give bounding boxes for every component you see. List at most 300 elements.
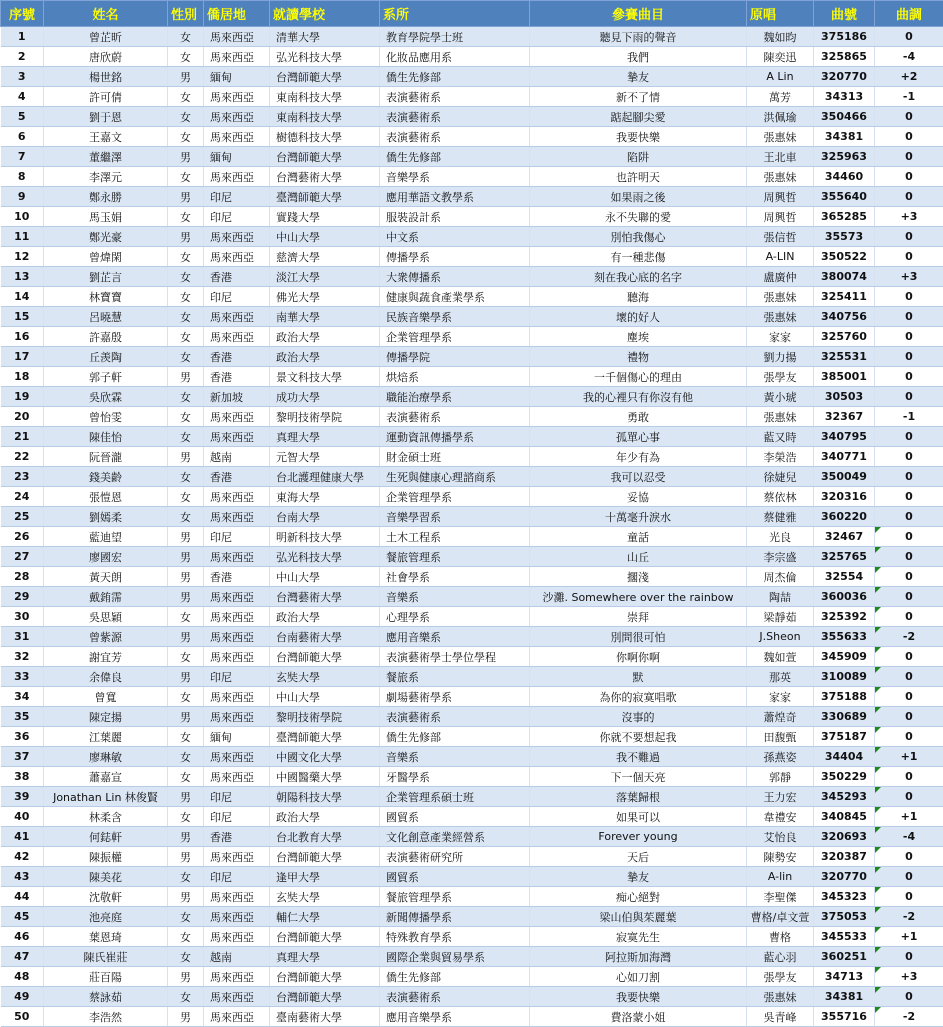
song-cell[interactable]: 落葉歸根 bbox=[530, 787, 747, 807]
residence-cell[interactable]: 馬來西亞 bbox=[204, 27, 270, 47]
seq-cell[interactable]: 35 bbox=[1, 707, 44, 727]
school-cell[interactable]: 台灣師範大學 bbox=[270, 927, 380, 947]
seq-cell[interactable]: 38 bbox=[1, 767, 44, 787]
gender-cell[interactable]: 女 bbox=[168, 727, 204, 747]
key-cell[interactable] bbox=[875, 747, 943, 767]
residence-cell[interactable]: 緬甸 bbox=[204, 147, 270, 167]
gender-cell[interactable]: 男 bbox=[168, 227, 204, 247]
school-cell[interactable]: 臺灣師範大學 bbox=[270, 187, 380, 207]
department-cell[interactable]: 財金碩士班 bbox=[380, 447, 530, 467]
key-cell[interactable]: 0 bbox=[875, 427, 943, 447]
name-cell[interactable]: 曾芷昕 bbox=[44, 27, 168, 47]
school-cell[interactable]: 台灣師範大學 bbox=[270, 67, 380, 87]
key-cell[interactable] bbox=[875, 847, 943, 867]
header-name[interactable]: 姓名 bbox=[44, 1, 168, 27]
gender-cell[interactable]: 男 bbox=[168, 567, 204, 587]
key-cell[interactable]: +3 bbox=[875, 207, 943, 227]
school-cell[interactable]: 真理大學 bbox=[270, 947, 380, 967]
song-cell[interactable]: 天后 bbox=[530, 847, 747, 867]
gender-cell[interactable]: 女 bbox=[168, 647, 204, 667]
song-cell[interactable]: 心如刀割 bbox=[530, 967, 747, 987]
residence-cell[interactable]: 越南 bbox=[204, 947, 270, 967]
song-cell[interactable]: 也許明天 bbox=[530, 167, 747, 187]
seq-cell[interactable]: 16 bbox=[1, 327, 44, 347]
residence-cell[interactable]: 香港 bbox=[204, 347, 270, 367]
residence-cell[interactable]: 馬來西亞 bbox=[204, 47, 270, 67]
song-number-cell[interactable]: 30503 bbox=[814, 387, 875, 407]
residence-cell[interactable]: 香港 bbox=[204, 367, 270, 387]
residence-cell[interactable]: 香港 bbox=[204, 467, 270, 487]
school-cell[interactable]: 東南科技大學 bbox=[270, 107, 380, 127]
seq-cell[interactable]: 20 bbox=[1, 407, 44, 427]
song-number-cell[interactable]: 325760 bbox=[814, 327, 875, 347]
name-cell[interactable]: 劉芷言 bbox=[44, 267, 168, 287]
department-cell[interactable]: 健康與蔬食產業學系 bbox=[380, 287, 530, 307]
residence-cell[interactable]: 香港 bbox=[204, 567, 270, 587]
gender-cell[interactable]: 女 bbox=[168, 807, 204, 827]
name-cell[interactable]: 曾紫源 bbox=[44, 627, 168, 647]
school-cell[interactable]: 弘光科技大學 bbox=[270, 47, 380, 67]
school-cell[interactable]: 臺南藝術大學 bbox=[270, 1007, 380, 1027]
school-cell[interactable]: 黎明技術學院 bbox=[270, 407, 380, 427]
name-cell[interactable]: 李澤元 bbox=[44, 167, 168, 187]
seq-cell[interactable]: 23 bbox=[1, 467, 44, 487]
gender-cell[interactable]: 女 bbox=[168, 927, 204, 947]
school-cell[interactable]: 逢甲大學 bbox=[270, 867, 380, 887]
song-number-cell[interactable]: 32554 bbox=[814, 567, 875, 587]
gender-cell[interactable]: 女 bbox=[168, 267, 204, 287]
department-cell[interactable]: 牙醫學系 bbox=[380, 767, 530, 787]
department-cell[interactable]: 化妝品應用系 bbox=[380, 47, 530, 67]
song-number-cell[interactable]: 325765 bbox=[814, 547, 875, 567]
school-cell[interactable]: 樹德科技大學 bbox=[270, 127, 380, 147]
residence-cell[interactable]: 緬甸 bbox=[204, 727, 270, 747]
original-singer-cell[interactable]: 家家 bbox=[747, 327, 814, 347]
seq-cell[interactable]: 8 bbox=[1, 167, 44, 187]
department-cell[interactable]: 傳播學院 bbox=[380, 347, 530, 367]
gender-cell[interactable]: 女 bbox=[168, 747, 204, 767]
song-number-cell[interactable]: 355640 bbox=[814, 187, 875, 207]
original-singer-cell[interactable]: 張惠妹 bbox=[747, 407, 814, 427]
song-number-cell[interactable]: 345293 bbox=[814, 787, 875, 807]
original-singer-cell[interactable]: 黃小琥 bbox=[747, 387, 814, 407]
name-cell[interactable]: 曾煒閑 bbox=[44, 247, 168, 267]
name-cell[interactable]: 吳思穎 bbox=[44, 607, 168, 627]
gender-cell[interactable]: 男 bbox=[168, 847, 204, 867]
original-singer-cell[interactable]: 張惠妹 bbox=[747, 307, 814, 327]
residence-cell[interactable]: 馬來西亞 bbox=[204, 1007, 270, 1027]
original-singer-cell[interactable]: 藍又時 bbox=[747, 427, 814, 447]
school-cell[interactable]: 景文科技大學 bbox=[270, 367, 380, 387]
residence-cell[interactable]: 新加坡 bbox=[204, 387, 270, 407]
seq-cell[interactable]: 1 bbox=[1, 27, 44, 47]
song-cell[interactable]: Forever young bbox=[530, 827, 747, 847]
department-cell[interactable]: 僑生先修部 bbox=[380, 967, 530, 987]
seq-cell[interactable]: 10 bbox=[1, 207, 44, 227]
original-singer-cell[interactable]: 周興哲 bbox=[747, 187, 814, 207]
song-number-cell[interactable]: 375186 bbox=[814, 27, 875, 47]
song-cell[interactable]: 默 bbox=[530, 667, 747, 687]
residence-cell[interactable]: 馬來西亞 bbox=[204, 747, 270, 767]
song-cell[interactable]: 你啊你啊 bbox=[530, 647, 747, 667]
gender-cell[interactable]: 男 bbox=[168, 967, 204, 987]
original-singer-cell[interactable]: 蔡依林 bbox=[747, 487, 814, 507]
department-cell[interactable]: 餐旅管理學系 bbox=[380, 887, 530, 907]
gender-cell[interactable]: 女 bbox=[168, 767, 204, 787]
department-cell[interactable]: 表演藝術研究所 bbox=[380, 847, 530, 867]
song-number-cell[interactable]: 355633 bbox=[814, 627, 875, 647]
original-singer-cell[interactable]: 韋禮安 bbox=[747, 807, 814, 827]
song-cell[interactable]: 摯友 bbox=[530, 867, 747, 887]
residence-cell[interactable]: 馬來西亞 bbox=[204, 927, 270, 947]
school-cell[interactable]: 明新科技大學 bbox=[270, 527, 380, 547]
song-number-cell[interactable]: 32467 bbox=[814, 527, 875, 547]
school-cell[interactable]: 成功大學 bbox=[270, 387, 380, 407]
name-cell[interactable]: 劉嫣柔 bbox=[44, 507, 168, 527]
gender-cell[interactable]: 女 bbox=[168, 47, 204, 67]
song-number-cell[interactable]: 350522 bbox=[814, 247, 875, 267]
residence-cell[interactable]: 印尼 bbox=[204, 187, 270, 207]
name-cell[interactable]: 藍迪望 bbox=[44, 527, 168, 547]
original-singer-cell[interactable]: 張信哲 bbox=[747, 227, 814, 247]
seq-cell[interactable]: 40 bbox=[1, 807, 44, 827]
song-cell[interactable]: 壞的好人 bbox=[530, 307, 747, 327]
gender-cell[interactable]: 女 bbox=[168, 207, 204, 227]
header-seq[interactable]: 序號 bbox=[1, 1, 44, 27]
original-singer-cell[interactable]: 吳青峰 bbox=[747, 1007, 814, 1027]
key-cell[interactable] bbox=[875, 687, 943, 707]
residence-cell[interactable]: 馬來西亞 bbox=[204, 427, 270, 447]
original-singer-cell[interactable]: A-lin bbox=[747, 867, 814, 887]
name-cell[interactable]: 郭子軒 bbox=[44, 367, 168, 387]
key-cell[interactable]: +3 bbox=[875, 267, 943, 287]
residence-cell[interactable]: 馬來西亞 bbox=[204, 227, 270, 247]
department-cell[interactable]: 表演藝術系 bbox=[380, 127, 530, 147]
original-singer-cell[interactable]: 張惠妹 bbox=[747, 127, 814, 147]
school-cell[interactable]: 玄奘大學 bbox=[270, 887, 380, 907]
department-cell[interactable]: 社會學系 bbox=[380, 567, 530, 587]
residence-cell[interactable]: 馬來西亞 bbox=[204, 87, 270, 107]
song-number-cell[interactable]: 325963 bbox=[814, 147, 875, 167]
department-cell[interactable]: 國貿系 bbox=[380, 807, 530, 827]
gender-cell[interactable]: 女 bbox=[168, 427, 204, 447]
name-cell[interactable]: Jonathan Lin 林俊賢 bbox=[44, 787, 168, 807]
school-cell[interactable]: 中山大學 bbox=[270, 687, 380, 707]
song-number-cell[interactable]: 360220 bbox=[814, 507, 875, 527]
seq-cell[interactable]: 14 bbox=[1, 287, 44, 307]
school-cell[interactable]: 政治大學 bbox=[270, 347, 380, 367]
key-cell[interactable] bbox=[875, 767, 943, 787]
seq-cell[interactable]: 9 bbox=[1, 187, 44, 207]
key-cell[interactable]: -4 bbox=[875, 47, 943, 67]
original-singer-cell[interactable]: 洪佩瑜 bbox=[747, 107, 814, 127]
seq-cell[interactable]: 19 bbox=[1, 387, 44, 407]
school-cell[interactable]: 中國文化大學 bbox=[270, 747, 380, 767]
song-number-cell[interactable]: 385001 bbox=[814, 367, 875, 387]
school-cell[interactable]: 台灣師範大學 bbox=[270, 847, 380, 867]
school-cell[interactable]: 弘光科技大學 bbox=[270, 547, 380, 567]
original-singer-cell[interactable]: 徐婕兒 bbox=[747, 467, 814, 487]
residence-cell[interactable]: 馬來西亞 bbox=[204, 627, 270, 647]
gender-cell[interactable]: 女 bbox=[168, 467, 204, 487]
residence-cell[interactable]: 印尼 bbox=[204, 287, 270, 307]
song-cell[interactable]: 十萬毫升淚水 bbox=[530, 507, 747, 527]
school-cell[interactable]: 實踐大學 bbox=[270, 207, 380, 227]
key-cell[interactable] bbox=[875, 987, 943, 1007]
original-singer-cell[interactable]: A-LIN bbox=[747, 247, 814, 267]
song-cell[interactable]: 妥協 bbox=[530, 487, 747, 507]
song-number-cell[interactable]: 320693 bbox=[814, 827, 875, 847]
school-cell[interactable]: 政治大學 bbox=[270, 327, 380, 347]
song-cell[interactable]: 崇拜 bbox=[530, 607, 747, 627]
original-singer-cell[interactable]: 郭靜 bbox=[747, 767, 814, 787]
gender-cell[interactable]: 女 bbox=[168, 947, 204, 967]
gender-cell[interactable]: 男 bbox=[168, 587, 204, 607]
song-cell[interactable]: 塵埃 bbox=[530, 327, 747, 347]
song-cell[interactable]: 我們 bbox=[530, 47, 747, 67]
header-song-number[interactable]: 曲號 bbox=[814, 1, 875, 27]
residence-cell[interactable]: 馬來西亞 bbox=[204, 987, 270, 1007]
department-cell[interactable]: 僑生先修部 bbox=[380, 147, 530, 167]
school-cell[interactable]: 南華大學 bbox=[270, 307, 380, 327]
department-cell[interactable]: 應用音樂學系 bbox=[380, 1007, 530, 1027]
name-cell[interactable]: 池亮庭 bbox=[44, 907, 168, 927]
gender-cell[interactable]: 男 bbox=[168, 827, 204, 847]
song-cell[interactable]: 我可以忍受 bbox=[530, 467, 747, 487]
original-singer-cell[interactable]: 張惠妹 bbox=[747, 287, 814, 307]
department-cell[interactable]: 表演藝術系 bbox=[380, 987, 530, 1007]
seq-cell[interactable]: 25 bbox=[1, 507, 44, 527]
song-cell[interactable]: 聽海 bbox=[530, 287, 747, 307]
seq-cell[interactable]: 48 bbox=[1, 967, 44, 987]
original-singer-cell[interactable]: 光良 bbox=[747, 527, 814, 547]
name-cell[interactable]: 黃天朗 bbox=[44, 567, 168, 587]
key-cell[interactable]: -1 bbox=[875, 407, 943, 427]
gender-cell[interactable]: 男 bbox=[168, 887, 204, 907]
residence-cell[interactable]: 馬來西亞 bbox=[204, 307, 270, 327]
name-cell[interactable]: 蕭嘉宣 bbox=[44, 767, 168, 787]
key-cell[interactable]: 0 bbox=[875, 467, 943, 487]
key-cell[interactable] bbox=[875, 947, 943, 967]
name-cell[interactable]: 鄭光豪 bbox=[44, 227, 168, 247]
key-cell[interactable]: 0 bbox=[875, 247, 943, 267]
header-department[interactable]: 系所 bbox=[380, 1, 530, 27]
school-cell[interactable]: 台北護理健康大學 bbox=[270, 467, 380, 487]
residence-cell[interactable]: 印尼 bbox=[204, 867, 270, 887]
seq-cell[interactable]: 6 bbox=[1, 127, 44, 147]
seq-cell[interactable]: 47 bbox=[1, 947, 44, 967]
residence-cell[interactable]: 香港 bbox=[204, 827, 270, 847]
residence-cell[interactable]: 馬來西亞 bbox=[204, 907, 270, 927]
song-cell[interactable]: 別怕我傷心 bbox=[530, 227, 747, 247]
residence-cell[interactable]: 印尼 bbox=[204, 527, 270, 547]
residence-cell[interactable]: 馬來西亞 bbox=[204, 167, 270, 187]
school-cell[interactable]: 台北教育大學 bbox=[270, 827, 380, 847]
song-number-cell[interactable]: 34460 bbox=[814, 167, 875, 187]
gender-cell[interactable]: 女 bbox=[168, 687, 204, 707]
original-singer-cell[interactable]: 田馥甄 bbox=[747, 727, 814, 747]
key-cell[interactable]: -1 bbox=[875, 87, 943, 107]
department-cell[interactable]: 國際企業與貿易學系 bbox=[380, 947, 530, 967]
gender-cell[interactable]: 女 bbox=[168, 327, 204, 347]
song-cell[interactable]: 聽見下雨的聲音 bbox=[530, 27, 747, 47]
gender-cell[interactable]: 男 bbox=[168, 447, 204, 467]
gender-cell[interactable]: 男 bbox=[168, 67, 204, 87]
residence-cell[interactable]: 馬來西亞 bbox=[204, 547, 270, 567]
name-cell[interactable]: 余偉良 bbox=[44, 667, 168, 687]
key-cell[interactable]: 0 bbox=[875, 227, 943, 247]
key-cell[interactable]: 0 bbox=[875, 307, 943, 327]
gender-cell[interactable]: 女 bbox=[168, 907, 204, 927]
header-original-singer[interactable]: 原唱 bbox=[747, 1, 814, 27]
school-cell[interactable]: 中國醫藥大學 bbox=[270, 767, 380, 787]
song-number-cell[interactable]: 320770 bbox=[814, 67, 875, 87]
key-cell[interactable] bbox=[875, 887, 943, 907]
name-cell[interactable]: 陳佳怡 bbox=[44, 427, 168, 447]
residence-cell[interactable]: 馬來西亞 bbox=[204, 587, 270, 607]
key-cell[interactable]: 0 bbox=[875, 107, 943, 127]
original-singer-cell[interactable]: 張學友 bbox=[747, 367, 814, 387]
seq-cell[interactable]: 31 bbox=[1, 627, 44, 647]
song-number-cell[interactable]: 325411 bbox=[814, 287, 875, 307]
header-key[interactable]: 曲調 bbox=[875, 1, 943, 27]
name-cell[interactable]: 丘羡陶 bbox=[44, 347, 168, 367]
original-singer-cell[interactable]: 周興哲 bbox=[747, 207, 814, 227]
name-cell[interactable]: 張愷恩 bbox=[44, 487, 168, 507]
residence-cell[interactable]: 馬來西亞 bbox=[204, 107, 270, 127]
gender-cell[interactable]: 女 bbox=[168, 307, 204, 327]
name-cell[interactable]: 許可倩 bbox=[44, 87, 168, 107]
residence-cell[interactable]: 馬來西亞 bbox=[204, 707, 270, 727]
school-cell[interactable]: 政治大學 bbox=[270, 607, 380, 627]
song-number-cell[interactable]: 360251 bbox=[814, 947, 875, 967]
residence-cell[interactable]: 香港 bbox=[204, 267, 270, 287]
gender-cell[interactable]: 女 bbox=[168, 27, 204, 47]
song-cell[interactable]: 如果雨之後 bbox=[530, 187, 747, 207]
gender-cell[interactable]: 女 bbox=[168, 247, 204, 267]
residence-cell[interactable]: 印尼 bbox=[204, 787, 270, 807]
residence-cell[interactable]: 印尼 bbox=[204, 807, 270, 827]
seq-cell[interactable]: 46 bbox=[1, 927, 44, 947]
song-cell[interactable]: 我的心裡只有你沒有他 bbox=[530, 387, 747, 407]
department-cell[interactable]: 表演藝術系 bbox=[380, 407, 530, 427]
seq-cell[interactable]: 41 bbox=[1, 827, 44, 847]
original-singer-cell[interactable]: 周杰倫 bbox=[747, 567, 814, 587]
key-cell[interactable]: 0 bbox=[875, 347, 943, 367]
song-number-cell[interactable]: 32367 bbox=[814, 407, 875, 427]
song-number-cell[interactable]: 340795 bbox=[814, 427, 875, 447]
gender-cell[interactable]: 女 bbox=[168, 167, 204, 187]
residence-cell[interactable]: 馬來西亞 bbox=[204, 847, 270, 867]
gender-cell[interactable]: 女 bbox=[168, 987, 204, 1007]
song-number-cell[interactable]: 320387 bbox=[814, 847, 875, 867]
school-cell[interactable]: 台南大學 bbox=[270, 507, 380, 527]
department-cell[interactable]: 僑生先修部 bbox=[380, 67, 530, 87]
seq-cell[interactable]: 32 bbox=[1, 647, 44, 667]
school-cell[interactable]: 元智大學 bbox=[270, 447, 380, 467]
department-cell[interactable]: 表演藝術系 bbox=[380, 87, 530, 107]
residence-cell[interactable]: 馬來西亞 bbox=[204, 507, 270, 527]
key-cell[interactable]: 0 bbox=[875, 327, 943, 347]
department-cell[interactable]: 民族音樂學系 bbox=[380, 307, 530, 327]
name-cell[interactable]: 戴銪霈 bbox=[44, 587, 168, 607]
seq-cell[interactable]: 12 bbox=[1, 247, 44, 267]
song-number-cell[interactable]: 340756 bbox=[814, 307, 875, 327]
department-cell[interactable]: 教育學院學士班 bbox=[380, 27, 530, 47]
song-cell[interactable]: 踮起腳尖愛 bbox=[530, 107, 747, 127]
school-cell[interactable]: 政治大學 bbox=[270, 807, 380, 827]
name-cell[interactable]: 葉恩琦 bbox=[44, 927, 168, 947]
key-cell[interactable] bbox=[875, 667, 943, 687]
gender-cell[interactable]: 男 bbox=[168, 187, 204, 207]
name-cell[interactable]: 唐欣蔚 bbox=[44, 47, 168, 67]
name-cell[interactable]: 李浩然 bbox=[44, 1007, 168, 1027]
department-cell[interactable]: 劇場藝術學系 bbox=[380, 687, 530, 707]
song-cell[interactable]: 梁山伯與茱麗葉 bbox=[530, 907, 747, 927]
song-cell[interactable]: 永不失聯的愛 bbox=[530, 207, 747, 227]
department-cell[interactable]: 企業管理學系 bbox=[380, 327, 530, 347]
original-singer-cell[interactable]: 盧廣仲 bbox=[747, 267, 814, 287]
name-cell[interactable]: 謝宜芳 bbox=[44, 647, 168, 667]
song-number-cell[interactable]: 34381 bbox=[814, 987, 875, 1007]
original-singer-cell[interactable]: 藍心羽 bbox=[747, 947, 814, 967]
department-cell[interactable]: 國貿系 bbox=[380, 867, 530, 887]
song-cell[interactable]: 我不難過 bbox=[530, 747, 747, 767]
name-cell[interactable]: 阮晉瀧 bbox=[44, 447, 168, 467]
seq-cell[interactable]: 15 bbox=[1, 307, 44, 327]
seq-cell[interactable]: 11 bbox=[1, 227, 44, 247]
school-cell[interactable]: 台灣師範大學 bbox=[270, 967, 380, 987]
key-cell[interactable]: 0 bbox=[875, 27, 943, 47]
gender-cell[interactable]: 女 bbox=[168, 107, 204, 127]
key-cell[interactable] bbox=[875, 547, 943, 567]
seq-cell[interactable]: 45 bbox=[1, 907, 44, 927]
residence-cell[interactable]: 馬來西亞 bbox=[204, 127, 270, 147]
song-number-cell[interactable]: 375188 bbox=[814, 687, 875, 707]
song-number-cell[interactable]: 375053 bbox=[814, 907, 875, 927]
name-cell[interactable]: 曾寬 bbox=[44, 687, 168, 707]
song-cell[interactable]: 沙灘. Somewhere over the rainbow bbox=[530, 587, 747, 607]
song-number-cell[interactable]: 325392 bbox=[814, 607, 875, 627]
school-cell[interactable]: 佛光大學 bbox=[270, 287, 380, 307]
song-number-cell[interactable]: 320770 bbox=[814, 867, 875, 887]
school-cell[interactable]: 慈濟大學 bbox=[270, 247, 380, 267]
song-number-cell[interactable]: 345909 bbox=[814, 647, 875, 667]
song-cell[interactable]: 費洛蒙小姐 bbox=[530, 1007, 747, 1027]
key-cell[interactable] bbox=[875, 907, 943, 927]
seq-cell[interactable]: 36 bbox=[1, 727, 44, 747]
original-singer-cell[interactable]: 魏如昀 bbox=[747, 27, 814, 47]
key-cell[interactable] bbox=[875, 567, 943, 587]
department-cell[interactable]: 餐旅管理系 bbox=[380, 547, 530, 567]
key-cell[interactable]: 0 bbox=[875, 487, 943, 507]
original-singer-cell[interactable]: 陳奕迅 bbox=[747, 47, 814, 67]
original-singer-cell[interactable]: 王力宏 bbox=[747, 787, 814, 807]
song-number-cell[interactable]: 320316 bbox=[814, 487, 875, 507]
original-singer-cell[interactable]: 蕭煌奇 bbox=[747, 707, 814, 727]
song-cell[interactable]: 為你的寂寞唱歌 bbox=[530, 687, 747, 707]
original-singer-cell[interactable]: 曹格/卓文萱 bbox=[747, 907, 814, 927]
original-singer-cell[interactable]: 萬芳 bbox=[747, 87, 814, 107]
key-cell[interactable]: 0 bbox=[875, 367, 943, 387]
gender-cell[interactable]: 男 bbox=[168, 147, 204, 167]
residence-cell[interactable]: 馬來西亞 bbox=[204, 407, 270, 427]
residence-cell[interactable]: 越南 bbox=[204, 447, 270, 467]
song-cell[interactable]: 孤單心事 bbox=[530, 427, 747, 447]
song-number-cell[interactable]: 34404 bbox=[814, 747, 875, 767]
key-cell[interactable]: 0 bbox=[875, 127, 943, 147]
key-cell[interactable] bbox=[875, 787, 943, 807]
